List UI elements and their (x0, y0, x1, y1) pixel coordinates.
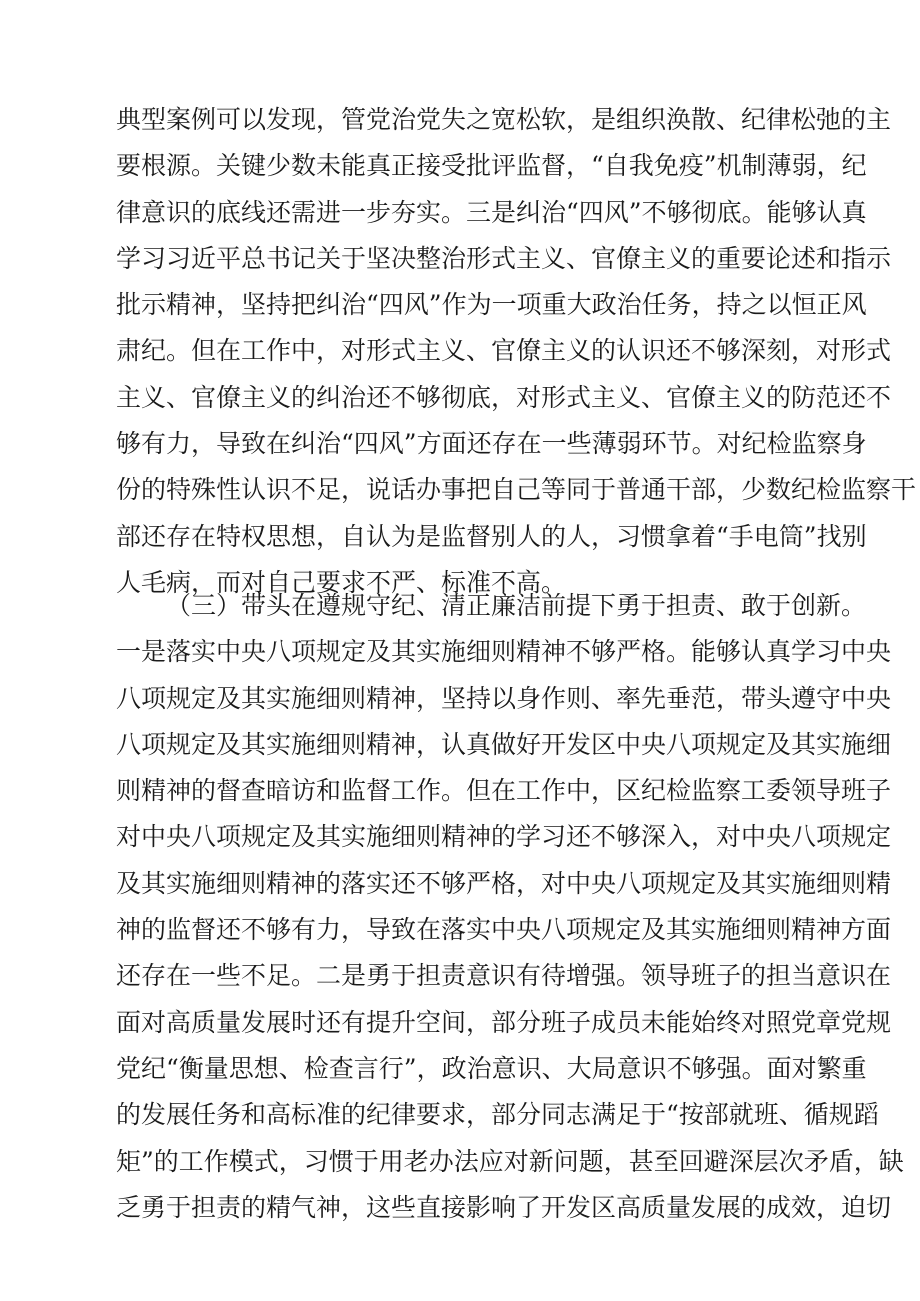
text-line: 份的特殊性认识不足，说话办事把自己等同于普通干部，少数纪检监察干 (116, 475, 917, 505)
text-line: 要根源。关键少数未能真正接受批评监督，“自我免疫”机制薄弱，纪 (116, 151, 867, 181)
text-line: 律意识的底线还需进一步夯实。三是纠治“四风”不够彻底。能够认真 (116, 197, 867, 227)
text-line: 乏勇于担责的精气神，这些直接影响了开发区高质量发展的成效，迫切 (116, 1192, 892, 1222)
text-line: 神的监督还不够有力，导致在落实中央八项规定及其实施细则精神方面 (116, 915, 892, 945)
text-line: 还存在一些不足。二是勇于担责意识有待增强。领导班子的担当意识在 (116, 961, 892, 991)
text-line: 肃纪。但在工作中，对形式主义、官僚主义的认识还不够深刻，对形式 (116, 336, 892, 366)
text-line: 八项规定及其实施细则精神，认真做好开发区中央八项规定及其实施细 (116, 729, 892, 759)
text-line: 一是落实中央八项规定及其实施细则精神不够严格。能够认真学习中央 (116, 637, 892, 667)
text-line: 主义、官僚主义的纠治还不够彻底，对形式主义、官僚主义的防范还不 (116, 382, 892, 412)
text-line: 及其实施细则精神的落实还不够严格，对中央八项规定及其实施细则精 (116, 868, 892, 898)
text-line: 面对高质量发展时还有提升空间，部分班子成员未能始终对照党章党规 (116, 1007, 892, 1037)
text-line: 人毛病，而对自己要求不严、标准不高。 (116, 567, 567, 597)
paragraph-2 (116, 583, 904, 1231)
text-line: 矩”的工作模式，习惯于用老办法应对新问题，甚至回避深层次矛盾，缺 (116, 1146, 904, 1176)
text-line: 的发展任务和高标准的纪律要求，部分同志满足于“按部就班、循规蹈 (116, 1100, 879, 1130)
text-line: 对中央八项规定及其实施细则精神的学习还不够深入，对中央八项规定 (116, 822, 892, 852)
text-line: 党纪“衡量思想、检查言行”，政治意识、大局意识不够强。面对繁重 (116, 1053, 867, 1083)
text-line: 批示精神，坚持把纠治“四风”作为一项重大政治任务，持之以恒正风 (116, 290, 867, 320)
text-line: 则精神的督查暗访和监督工作。但在工作中，区纪检监察工委领导班子 (116, 776, 892, 806)
text-line: 够有力，导致在纠治“四风”方面还存在一些薄弱环节。对纪检监察身 (116, 429, 867, 459)
text-line: 典型案例可以发现，管党治党失之宽松软，是组织涣散、纪律松弛的主 (116, 105, 892, 134)
text-line: 八项规定及其实施细则精神，坚持以身作则、率先垂范，带头遵守中央 (116, 683, 892, 713)
text-line: 学习习近平总书记关于坚决整治形式主义、官僚主义的重要论述和指示 (116, 243, 892, 273)
text-line: 部还存在特权思想，自认为是监督别人的人，习惯拿着“手电筒”找别 (116, 521, 867, 551)
section-heading-line: （三）带头在遵规守纪、清正廉洁前提下勇于担责、敢于创新。 (166, 591, 867, 620)
